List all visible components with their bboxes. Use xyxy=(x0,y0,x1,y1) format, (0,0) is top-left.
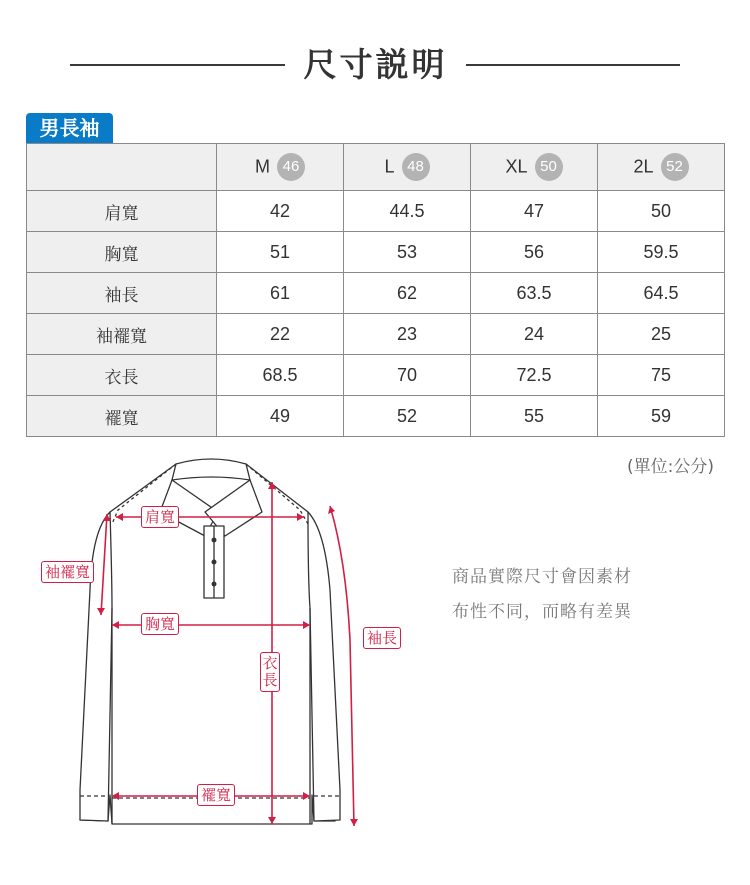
size-label: M xyxy=(254,156,270,177)
table-cell: 53 xyxy=(344,232,471,273)
table-cell: 55 xyxy=(471,396,598,437)
size-header-l xyxy=(344,144,471,191)
table-cell: 49 xyxy=(217,396,344,437)
size-header-row xyxy=(27,144,725,191)
disclaimer-line-2: 布性不同，而略有差異 xyxy=(452,602,632,622)
table-cell: 68.5 xyxy=(217,355,344,396)
size-badge: 46 xyxy=(277,153,305,181)
shoulder-label: 肩寬 xyxy=(141,506,179,528)
table-cell: 24 xyxy=(471,314,598,355)
table-cell: 72.5 xyxy=(471,355,598,396)
size-label: 2L xyxy=(633,156,654,177)
chest-label: 胸寬 xyxy=(141,613,179,635)
table-cell: 42 xyxy=(217,191,344,232)
size-header-2l xyxy=(598,144,725,191)
table-row xyxy=(27,355,725,396)
shirt-outline xyxy=(80,459,340,824)
table-cell: 23 xyxy=(344,314,471,355)
title-divider-left xyxy=(70,64,285,66)
row-label: 袖襬寬 xyxy=(27,314,217,355)
page-title: 尺寸説明 xyxy=(303,45,448,84)
table-cell: 59.5 xyxy=(598,232,725,273)
row-label: 袖長 xyxy=(27,273,217,314)
table-row xyxy=(27,191,725,232)
size-badge: 48 xyxy=(402,153,430,181)
table-cell: 50 xyxy=(598,191,725,232)
table-cell: 61 xyxy=(217,273,344,314)
table-cell: 75 xyxy=(598,355,725,396)
row-label: 衣長 xyxy=(27,355,217,396)
table-cell: 56 xyxy=(471,232,598,273)
row-label: 襬寬 xyxy=(27,396,217,437)
table-cell: 52 xyxy=(344,396,471,437)
table-row xyxy=(27,396,725,437)
title-divider-right xyxy=(466,64,680,66)
table-cell: 25 xyxy=(598,314,725,355)
cuff-label: 袖襬寬 xyxy=(41,561,94,583)
table-cell: 64.5 xyxy=(598,273,725,314)
unit-note: (單位:公分) xyxy=(627,457,714,477)
table-cell: 70 xyxy=(344,355,471,396)
table-cell: 22 xyxy=(217,314,344,355)
length-label: 衣長 xyxy=(260,652,280,692)
shirt-diagram xyxy=(0,440,750,885)
table-cell: 51 xyxy=(217,232,344,273)
size-table xyxy=(26,143,725,437)
size-badge: 50 xyxy=(535,153,563,181)
table-cell: 62 xyxy=(344,273,471,314)
table-cell: 59 xyxy=(598,396,725,437)
table-row xyxy=(27,314,725,355)
size-badge: 52 xyxy=(661,153,689,181)
table-row xyxy=(27,273,725,314)
row-label: 肩寬 xyxy=(27,191,217,232)
size-label: L xyxy=(384,156,395,177)
hem-label: 襬寬 xyxy=(197,784,235,806)
header-corner-cell xyxy=(27,144,217,191)
category-tag: 男長袖 xyxy=(26,113,113,143)
table-cell: 63.5 xyxy=(471,273,598,314)
table-row xyxy=(27,232,725,273)
disclaimer-line-1: 商品實際尺寸會因素材 xyxy=(452,567,632,587)
sleeve-label: 袖長 xyxy=(363,627,401,649)
size-header-m xyxy=(217,144,344,191)
size-label: XL xyxy=(505,156,528,177)
table-cell: 44.5 xyxy=(344,191,471,232)
row-label: 胸寬 xyxy=(27,232,217,273)
table-cell: 47 xyxy=(471,191,598,232)
page-header xyxy=(0,40,750,90)
size-header-xl xyxy=(471,144,598,191)
